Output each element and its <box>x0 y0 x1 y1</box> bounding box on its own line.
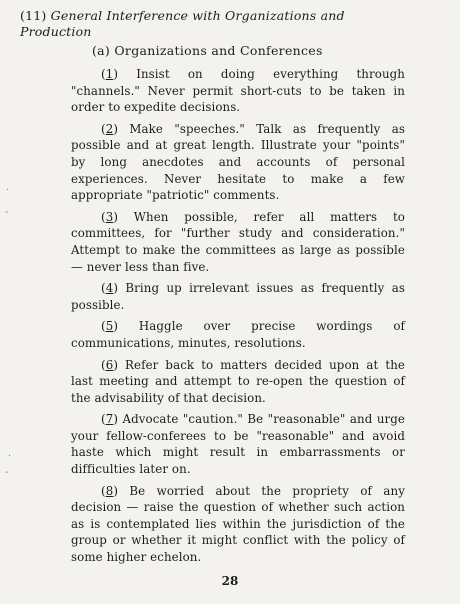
section-number: (11) <box>20 8 47 23</box>
item-number: 1 <box>105 67 114 81</box>
list-item: (8) Be worried about the propriety of any decision — raise the question of whether such action as is contemplated lies within the jurisdiction of the group or whether it might conflict with the policy of some higher echelon. <box>71 483 405 565</box>
item-text: Refer back to matters decided upon at the last meeting and attempt to re-open the question of the advisability of that decision. <box>71 357 405 405</box>
list-item: (1) Insist on doing everything through "channels." Never permit short-cuts to be taken in order to expedite decisions. <box>71 67 405 115</box>
list-item: (6) Refer back to matters decided upon at the last meeting and attempt to re-open the question of the advisability of that decision. <box>71 357 405 405</box>
item-text: Make "speeches." Talk as frequently as possible and at great length. Illustrate your "points" by long anecdotes and accounts of personal experiences. Never hesitate to make a few appropriate "patriotic" comments. <box>71 121 405 203</box>
item-number: 6 <box>105 357 114 372</box>
item-text: Advocate "caution." Be "reasonable" and urge your fellow-conferees to be "reasonable" and avoid haste which might result in embarrassments or difficulties later on. <box>71 412 405 477</box>
item-text: Bring up irrelevant issues as frequently as possible. <box>71 281 405 312</box>
item-number: 5 <box>105 319 114 334</box>
item-text: Be worried about the propriety of any decision — raise the question of whether such action as is contemplated lies within the jurisdiction of the group or whether it might conflict with the policy of some higher echelon. <box>71 483 405 565</box>
list-item: (7) Advocate "caution." Be "reasonable" and urge your fellow-conferees to be "reasonable" and avoid haste which might result in embarrassments or difficulties later on. <box>71 412 405 477</box>
item-number: 8 <box>105 483 114 498</box>
scan-speck: · <box>8 451 12 462</box>
item-number: 7 <box>105 412 114 427</box>
item-number: 2 <box>105 121 114 136</box>
list-item: (3) When possible, refer all matters to committees, for "further study and consideration." Attempt to make the committees as large as possible — never less than five. <box>71 209 405 274</box>
item-number: 4 <box>105 281 114 296</box>
subsection-heading: (a) Organizations and Conferences <box>92 43 323 58</box>
section-title: General Interference with Organizations and Production <box>20 8 345 39</box>
item-text: When possible, refer all matters to committees, for "further study and consideration." Attempt to make the committees as large as possible — never less than five. <box>71 209 405 274</box>
item-list <box>71 66 405 571</box>
scan-speck: - <box>5 467 9 478</box>
item-number: 3 <box>105 209 114 224</box>
list-item: (2) Make "speeches." Talk as frequently as possible and at great length. Illustrate your "points" by long anecdotes and accounts of personal experiences. Never hesitate to make a few appropriate "patriotic" comments. <box>71 121 405 203</box>
item-text: Haggle over precise wordings of communications, minutes, resolutions. <box>71 319 405 350</box>
list-item: (5) Haggle over precise wordings of communications, minutes, resolutions. <box>71 319 405 350</box>
list-item: (4) Bring up irrelevant issues as frequently as possible. <box>71 281 405 312</box>
scan-speck: · <box>6 185 10 196</box>
page-number: 28 <box>221 574 239 588</box>
item-text: Insist on doing everything through "channels." Never permit short-cuts to be taken in order to expedite decisions. <box>71 67 405 115</box>
section-heading <box>20 8 420 40</box>
scan-speck: - <box>5 207 9 218</box>
